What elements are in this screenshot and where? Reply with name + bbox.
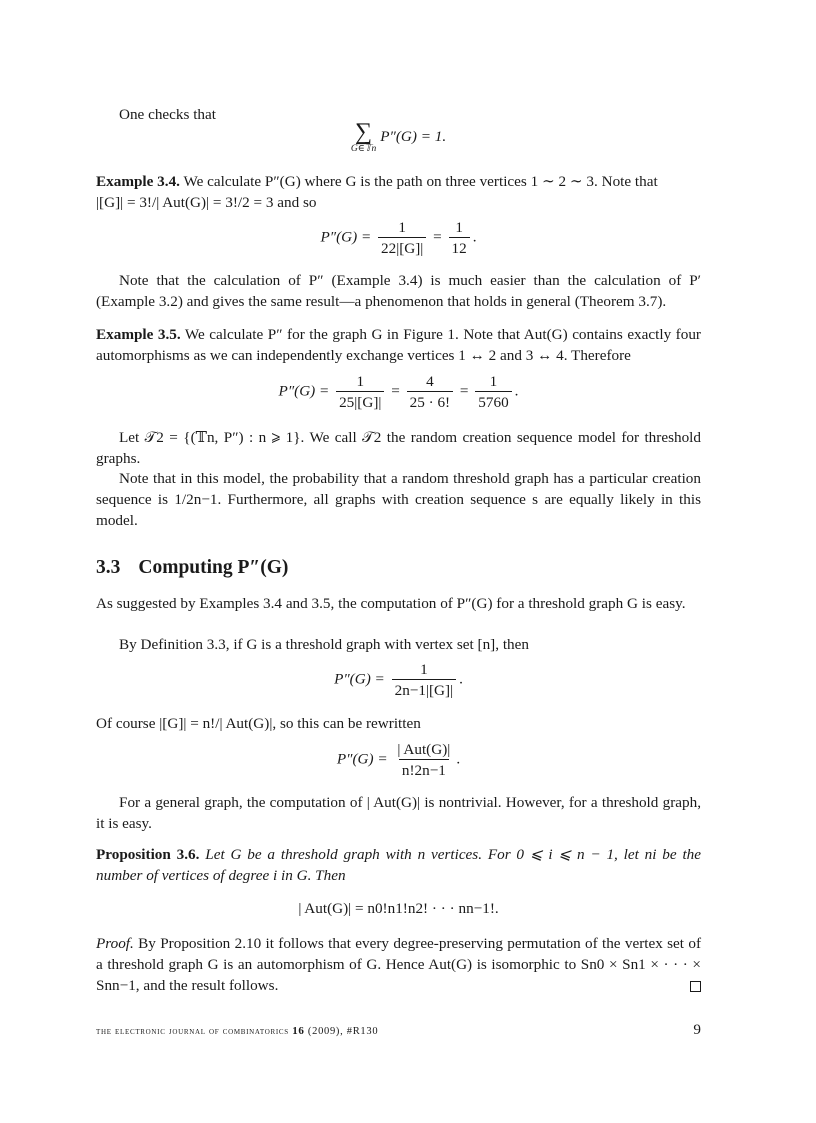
example-3-5 xyxy=(96,324,701,366)
example-3-4-text: We calculate P″(G) where G is the path on three vertices 1 ∼ 2 ∼ 3. Note that xyxy=(183,173,658,190)
example-3-4-label: Example 3.4. xyxy=(96,173,180,190)
proposition-text: Let G be a threshold graph with n vertices. For 0 ⩽ i ⩽ n − 1, let ni be the number of vertices of degree i in G. Then xyxy=(96,846,702,884)
paper-page xyxy=(96,0,701,1123)
fraction: $\frac{\text{| Aut(G)|}}{n!2n-1}$ xyxy=(397,741,451,779)
page-number: 9 xyxy=(693,1021,701,1038)
proposition-label: Proposition 3.6. xyxy=(96,846,200,863)
equation-example-3-4: P″(G) = $\frac{1}{22|[G]|}$ = $\frac{1}{12}$ . xyxy=(320,219,477,257)
section-number: 3.3 xyxy=(96,557,121,578)
summation-subscript: G∈𝕋n xyxy=(350,144,377,154)
proof-text: By Proposition 2.10 it follows that every degree-preserving permutation of the vertex set of a threshold graph G is an automorphism of G. Hence Aut(G) is isomorphic to Sn0 × Sn1 × · · · × Snn−1, and the result follows. xyxy=(96,935,702,994)
example-3-4-text-2: |[G]| = 3!/| Aut(G)| = 3!/2 = 3 and so xyxy=(96,194,317,211)
summation-operator: ∑ G∈𝕋n xyxy=(350,119,377,154)
example-3-5-label: Example 3.5. xyxy=(96,326,181,343)
random-model-definition: Let 𝒯2 = {(𝕋n, P″) : n ⩾ 1}. We call 𝒯2 the random creation sequence model for threshold graphs. xyxy=(96,429,701,467)
eq-lhs: P″(G) = xyxy=(336,750,388,768)
fraction: $\frac{1}{5760}$ xyxy=(475,372,511,412)
qed-square-icon xyxy=(690,981,701,992)
general-graph-paragraph: For a general graph, the computation of | Aut(G)| is nontrivial. However, for a threshold graph, it is easy. xyxy=(96,794,701,832)
fraction: $\frac{4}{25 \cdot 6!}$ xyxy=(407,372,454,412)
fraction: $\frac{1}{2n-1|[G]|}$ xyxy=(392,660,457,700)
equation-aut: | Aut(G)| = n0!n1!n2! · · · nn−1!. xyxy=(298,900,499,917)
intro-text: One checks that xyxy=(119,106,216,123)
example-3-4 xyxy=(96,171,701,213)
proof-paragraph xyxy=(96,933,701,996)
sum-body: P″(G) = 1. xyxy=(380,127,447,145)
equation-definition: P″(G) = $\frac{1}{2n-1|[G]|}$ . xyxy=(334,661,463,699)
section-paragraph-1: As suggested by Examples 3.4 and 3.5, the computation of P″(G) for a threshold graph G is easy. xyxy=(96,595,686,612)
journal-name: the electronic journal of combinatorics 16 (2009), #R130 xyxy=(96,1025,379,1037)
eq-lhs: P″(G) = xyxy=(320,228,372,246)
fraction: $\frac{1}{22|[G]|}$ xyxy=(378,218,426,258)
model-note-paragraph: Note that in this model, the probability that a random threshold graph has a particular creation sequence is 1/2n−1. Furthermore, all graphs with creation sequence s are equally likely in this model. xyxy=(96,470,701,529)
eq-lhs: P″(G) = xyxy=(334,670,385,688)
note-paragraph: Note that the calculation of P″ (Example 3.4) is much easier than the calculation of P′ (Example 3.2) and gives the same result—a phenomenon that holds in general (Theorem 3.7). xyxy=(96,272,701,310)
fraction: $\frac{1}{25|[G]|}$ xyxy=(336,372,384,412)
page-footer xyxy=(96,1019,701,1042)
fraction: $\frac{1}{12}$ xyxy=(449,218,470,258)
rewrite-paragraph: Of course |[G]| = n!/| Aut(G)|, so this can be rewritten xyxy=(96,715,421,732)
example-3-5-text: We calculate P″ for the graph G in Figure 1. Note that Aut(G) contains exactly four automorphisms as we can independently exchange vertices 1 ↔ 2 and 3 ↔ 4. Therefore xyxy=(96,326,701,364)
equation-example-3-5: P″(G) = $\frac{1}{25|[G]|}$ = $\frac{4}{25 \cdot 6!}$ = $\frac{1}{5760}$ . xyxy=(278,373,519,411)
section-paragraph-2: By Definition 3.3, if G is a threshold graph with vertex set [n], then xyxy=(119,636,529,653)
proof-label: Proof. xyxy=(96,935,134,952)
eq-lhs: P″(G) = xyxy=(278,382,330,400)
equation-rewrite: P″(G) = $\frac{\text{| Aut(G)|}}{n!2n-1}$ . xyxy=(336,741,461,779)
proposition-3-6 xyxy=(96,844,701,886)
section-heading xyxy=(96,555,701,581)
equation-sum xyxy=(96,120,701,155)
section-title: Computing P″(G) xyxy=(138,557,289,578)
equals-sign: = xyxy=(433,228,442,246)
